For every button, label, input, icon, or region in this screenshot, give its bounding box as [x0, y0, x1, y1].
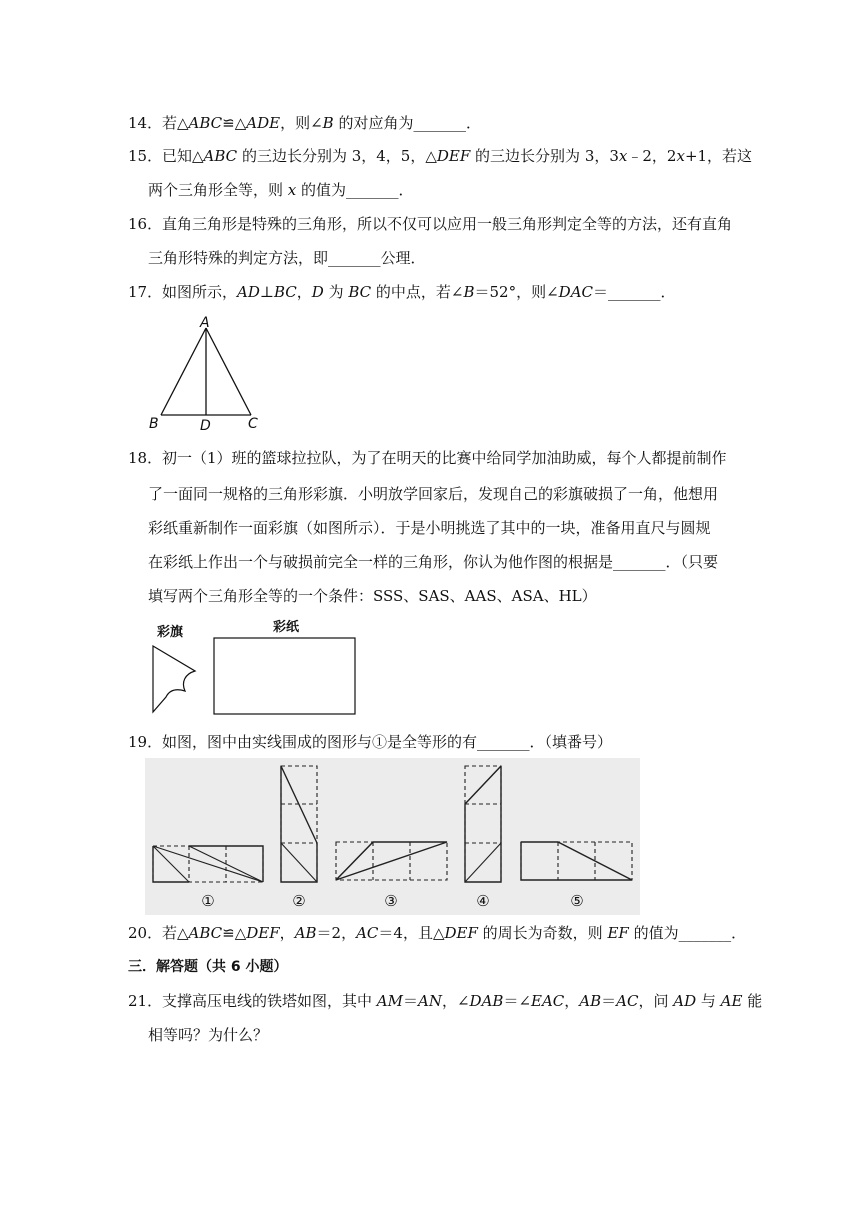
- shapes-figure: [145, 758, 640, 915]
- text: ，: [564, 992, 580, 1010]
- text: 已知△: [162, 147, 204, 165]
- q20-text: [162, 923, 746, 943]
- math-var: BC: [273, 283, 297, 301]
- text: 如图所示，: [162, 283, 238, 301]
- shape-label-3: ③: [384, 892, 398, 910]
- text: ＝_______．: [593, 283, 676, 301]
- math-var: AN: [418, 992, 442, 1010]
- text: ﹣2，2: [627, 147, 677, 165]
- text: 为: [323, 283, 349, 301]
- text: ，问: [638, 992, 674, 1010]
- paper-label: 彩纸: [273, 620, 300, 635]
- math-var: DEF: [444, 924, 478, 942]
- question-number: 14．: [128, 114, 163, 132]
- q19-text: 如图，图中由实线围成的图形与①是全等形的有_______．（填番号）: [162, 733, 613, 751]
- text: ，: [279, 924, 295, 942]
- text: 能: [742, 992, 763, 1010]
- label-b: B: [149, 416, 159, 432]
- math-var: EAC: [531, 992, 565, 1010]
- text: ＝4，且△: [378, 924, 445, 942]
- text: +1，若这: [684, 147, 753, 165]
- text: ，则∠: [280, 114, 323, 132]
- math-var: AD: [237, 283, 260, 301]
- math-var: EF: [607, 924, 629, 942]
- math-var: x: [618, 147, 628, 165]
- q21-text-2: 相等吗？为什么？: [148, 1026, 269, 1044]
- q18-text-3: 彩纸重新制作一面彩旗（如图所示）．于是小明挑选了其中的一块，准备用直尺与圆规: [148, 519, 711, 537]
- math-var: AB: [294, 924, 317, 942]
- text: ＝2，: [316, 924, 357, 942]
- q16-text: 直角三角形是特殊的三角形，所以不仅可以应用一般三角形判定全等的方法，还有直角: [162, 215, 733, 233]
- text: ＝: [601, 992, 617, 1010]
- text: 支撑高压电线的铁塔如图，其中: [162, 992, 377, 1010]
- triangle-figure: [145, 314, 265, 434]
- q16-text-2: 三角形特殊的判定方法，即_______公理．: [148, 249, 426, 267]
- broken-flag: [153, 646, 195, 712]
- shape-label-5: ⑤: [570, 892, 584, 910]
- math-var: ABC: [188, 114, 223, 132]
- text: 的值为_______．: [296, 181, 414, 199]
- label-d: D: [200, 418, 211, 434]
- text: 若△: [162, 924, 189, 942]
- math-var: AE: [720, 992, 743, 1010]
- text: 的值为_______．: [628, 924, 747, 942]
- math-var: DAB: [469, 992, 504, 1010]
- shape-label-1: ①: [201, 892, 215, 910]
- text: ＝∠: [503, 992, 532, 1010]
- text: ≌△: [222, 114, 247, 132]
- q18-text-4: 在彩纸上作出一个与破损前完全一样的三角形，你认为他作图的根据是_______．（只要: [148, 553, 719, 571]
- side-ab: [161, 328, 206, 415]
- question-number: 16．: [128, 215, 163, 233]
- shape-label-4: ④: [476, 892, 490, 910]
- text: ≌△: [222, 924, 247, 942]
- text: 的周长为奇数，则: [477, 924, 608, 942]
- q18-text-5: 填写两个三角形全等的一个条件：SSS、SAS、AAS、ASA、HL）: [148, 587, 597, 605]
- math-var: AD: [673, 992, 697, 1010]
- math-var: B: [463, 283, 475, 301]
- math-var: AM: [376, 992, 403, 1010]
- section-heading: 三．解答题（共 6 小题）: [128, 959, 288, 975]
- math-var: x: [676, 147, 685, 165]
- text: 与: [696, 992, 721, 1010]
- text: 的三边长分别为 3，3: [470, 147, 619, 165]
- q18-text-1: 初一（1）班的篮球拉拉队，为了在明天的比赛中给同学加油助威，每个人都提前制作: [162, 449, 727, 467]
- math-var: BC: [348, 283, 372, 301]
- math-var: B: [322, 114, 334, 132]
- q18-text-2: 了一面同一规格的三角形彩旗．小明放学回家后，发现自己的彩旗破损了一角，他想用: [148, 485, 719, 503]
- q17-text: [162, 282, 676, 302]
- question-number: 18．: [128, 449, 163, 467]
- math-var: D: [311, 283, 324, 301]
- math-var: AB: [579, 992, 602, 1010]
- q14-text: [162, 113, 481, 133]
- math-var: DAC: [558, 283, 594, 301]
- text: ⊥: [259, 283, 274, 301]
- text: 的中点，若∠: [371, 283, 464, 301]
- math-var: AC: [616, 992, 639, 1010]
- question-number: 17．: [128, 283, 163, 301]
- label-a: A: [200, 315, 210, 331]
- text: ＝52°，则∠: [474, 283, 559, 301]
- question-number: 19．: [128, 733, 163, 751]
- paper-rect: [214, 638, 355, 714]
- math-var: DEF: [246, 924, 280, 942]
- question-number: 15．: [128, 147, 163, 165]
- text: ，: [296, 283, 312, 301]
- math-var: ADE: [246, 114, 281, 132]
- q15-text: [162, 146, 752, 166]
- flag-label: 彩旗: [157, 625, 184, 640]
- q21-text: [162, 991, 762, 1011]
- question-number: 20．: [128, 924, 163, 942]
- text: 的对应角为_______．: [333, 114, 481, 132]
- text: 的三边长分别为 3，4，5，△: [237, 147, 437, 165]
- q15-text-2: [148, 180, 414, 200]
- text: ＝: [402, 992, 418, 1010]
- math-var: ABC: [203, 147, 238, 165]
- question-number: 21．: [128, 992, 163, 1010]
- flag-paper-figure: [145, 616, 365, 718]
- math-var: x: [287, 181, 297, 199]
- side-ac: [206, 328, 251, 415]
- text: ，∠: [441, 992, 470, 1010]
- math-var: DEF: [436, 147, 471, 165]
- shape-label-2: ②: [292, 892, 306, 910]
- text: 两个三角形全等，则: [148, 181, 288, 199]
- math-var: AC: [356, 924, 379, 942]
- text: 若△: [162, 114, 189, 132]
- math-var: ABC: [188, 924, 223, 942]
- label-c: C: [248, 416, 258, 432]
